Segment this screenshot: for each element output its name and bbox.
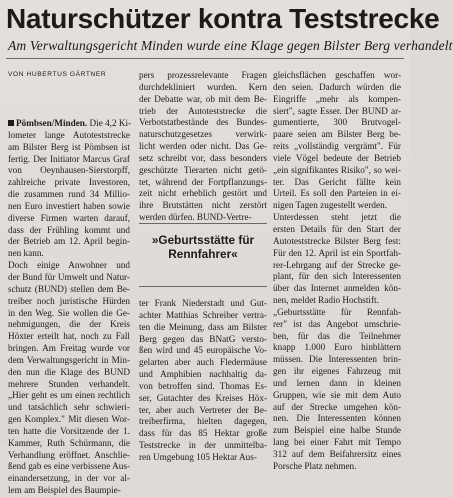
text-line: ter, aber auch Vertreter der Be- bbox=[139, 404, 267, 415]
text-line: nehmigungen, die der Kreis bbox=[8, 319, 130, 330]
text-line: dass für das 85 Hektar große bbox=[139, 428, 267, 439]
text-line: zum Beispiel eine halbe Stunde bbox=[273, 425, 401, 436]
text-line: Doch einige Anwohner und bbox=[8, 260, 130, 271]
text-line: Eingriffe „mehr als kompen- bbox=[273, 93, 401, 104]
text-line: tet, während der Fortpflanzungs- bbox=[139, 176, 267, 187]
headline: Naturschützer kontra Teststrecke bbox=[6, 3, 440, 34]
text-line: gumentierte, 300 Brutvogel- bbox=[273, 117, 401, 128]
text-line: paare seien am Bilster Berg be- bbox=[273, 129, 401, 140]
text-line: Höxter erteilt hat, noch zu Fall bbox=[8, 331, 130, 342]
text-line: von Oeynhausen-Sierstorpff, bbox=[8, 165, 130, 176]
text-line: ren Umgebung 105 Hektar Aus- bbox=[139, 451, 257, 462]
text-line: Verhandlung eröffnet. Anschlie- bbox=[8, 449, 130, 460]
text-line: ser, Gutachter des Kreises Höx- bbox=[139, 392, 267, 403]
text-line: 312 auf dem Beifahrersitz eines bbox=[273, 449, 401, 459]
text-line: der Bund für Umwelt und Natur- bbox=[8, 271, 130, 282]
text-line: den nun die Klage des BUND bbox=[8, 366, 130, 377]
text-line: durchdekliniert wurden. Kern bbox=[139, 81, 267, 92]
text-line: ten hatte die Vorsitzende der 1. bbox=[8, 425, 130, 436]
article-column-1 bbox=[8, 118, 130, 497]
text-line: und lernen dann in kleinen bbox=[273, 377, 401, 388]
text-line: ßend gab es eine verbissene Aus- bbox=[8, 461, 130, 472]
text-line: lang bei einer Fahrt mit Tempo bbox=[273, 437, 401, 448]
text-line: einandersetzung, in der vor al- bbox=[8, 473, 130, 484]
text-line: dem Verwaltungsgericht in Min- bbox=[8, 354, 130, 365]
text-line: ter Frank Niederstadt und Gut- bbox=[139, 298, 267, 308]
subheadline: Am Verwaltungsgericht Minden wurde eine Klage gegen Bilster Berg verhandelt bbox=[8, 38, 453, 53]
text-line: mehrere Stunden verhandelt. bbox=[8, 378, 130, 389]
text-line: Pömbsen/Minden. Die 4,2 Ki- bbox=[8, 118, 130, 130]
text-line: achter Matthias Schreiber vertra- bbox=[139, 309, 267, 320]
text-line: nen, meldet Radio Hochstift. bbox=[273, 295, 379, 306]
text-line: gen ihr eigenes Fahrzeug mit bbox=[273, 366, 401, 377]
text-line: ben, für das die Teilnehmer bbox=[273, 330, 401, 341]
text-line: gelarten aber auch Fledermäuse bbox=[139, 357, 267, 368]
byline: VON HUBERTUS GÄRTNER bbox=[8, 71, 107, 78]
text-line: ter. Das Gericht fällte kein bbox=[273, 176, 401, 187]
text-line: treiber noch juristische Hürden bbox=[8, 295, 130, 306]
text-line: „Hier geht es um einen rechtlich bbox=[8, 390, 130, 401]
text-line: schutz (BUND) stellen dem Be- bbox=[8, 283, 130, 294]
bullet-square-icon bbox=[8, 120, 14, 126]
text-line: setz schreibt vor, dass besonders bbox=[139, 152, 267, 163]
text-line: Urteil. Es soll den Parteien in ei- bbox=[273, 188, 401, 199]
text-line: Verbotstatbestände des Bundes- bbox=[139, 117, 267, 128]
text-line: zeit nicht erheblich gestört und bbox=[139, 188, 267, 199]
text-line: lem am Beispiel des Baumpie- bbox=[8, 485, 121, 496]
text-line: Kammer, Ruth Schürmann, die bbox=[8, 437, 130, 448]
text-line: nen. Die Interessenten können bbox=[273, 413, 401, 424]
text-line: gen Komplex." Mit diesen Wor- bbox=[8, 414, 130, 425]
text-line: ßen wird und 45 europäische Vo- bbox=[139, 345, 267, 356]
text-line: lometer lange Autoteststrecke bbox=[8, 129, 130, 140]
pull-quote-line-2: Rennfahrer« bbox=[168, 247, 238, 261]
text-line: ten die Meinung, dass am Bilster bbox=[139, 321, 267, 332]
text-line: rer" ist das Angebot umschrie- bbox=[273, 318, 401, 329]
text-line: plant, für den sich Interessenten bbox=[273, 271, 401, 282]
text-line: gleichsflächen geschaffen wor- bbox=[273, 70, 401, 80]
text-line: Unterdessen steht jetzt die bbox=[273, 212, 401, 223]
text-line: Autoteststrecke Bilster Berg fest: bbox=[273, 235, 401, 246]
text-line: trieb der Autoteststrecke die bbox=[139, 105, 267, 116]
text-line: pers prozessrelevante Fragen bbox=[139, 70, 267, 80]
text-line: rer-Lehrgang auf der Strecke ge- bbox=[273, 259, 401, 270]
text-line: Gruppen, wie sie mit dem Auto bbox=[273, 389, 401, 400]
article-column-2 bbox=[139, 70, 267, 224]
text-line: licht werden oder nicht. Das Ge- bbox=[139, 141, 267, 152]
text-line: der Debatte war, ob mit dem Be- bbox=[139, 93, 267, 104]
text-line: knapp 1.000 Euro hinblättern bbox=[273, 342, 401, 353]
text-line: und tatsächlich sehr schwieri- bbox=[8, 402, 130, 413]
text-line: geschützte Tierarten nicht getö- bbox=[139, 164, 267, 175]
text-line: auf der Strecke umgehen kön- bbox=[273, 401, 401, 412]
text-line: ihre Brutstätten nicht zerstört bbox=[139, 200, 267, 211]
text-line: von betroffen sind. Thomas Es- bbox=[139, 380, 267, 391]
text-line: ersten Details für den Start der bbox=[273, 223, 401, 234]
text-line: Für den 12. April ist ein Sportfah- bbox=[273, 247, 401, 258]
text-line: diverse Firmen warten darauf, bbox=[8, 212, 130, 223]
text-line: müssen. Die Interessenten brin- bbox=[273, 354, 401, 365]
header-divider bbox=[6, 58, 404, 59]
pull-quote-line-1: »Geburtsstätte für bbox=[151, 233, 255, 247]
text-line: bringen. Am Freitag wurde vor bbox=[8, 343, 130, 354]
text-line: Berg gegen das BNatG versto- bbox=[139, 333, 267, 344]
text-line: werden dürfen. BUND-Vertre- bbox=[139, 212, 252, 223]
text-line: treiberfirma, hielten dagegen, bbox=[139, 416, 267, 427]
text-line: am Bilster Berg ist Pömbsen ist bbox=[8, 141, 130, 152]
text-line: naturschutzgesetzes verwirk- bbox=[139, 129, 267, 140]
text-line: Porsche Platz nehmen. bbox=[273, 460, 357, 471]
pull-quote bbox=[139, 223, 267, 287]
text-line: zahlreiche private Investoren, bbox=[8, 177, 130, 188]
text-line: in den Weg. Sie wollen die Ge- bbox=[8, 307, 130, 318]
text-line: siert", sagte Esser. Der BUND ar- bbox=[273, 105, 401, 116]
text-line: viele Vögel bedeute der Betrieb bbox=[273, 152, 401, 163]
text-line: „Geburtsstätte für Rennfah- bbox=[273, 306, 401, 317]
text-line: Teststrecke in der unmittelba- bbox=[139, 440, 267, 451]
article-column-2-continued bbox=[139, 298, 267, 464]
text-line: und Amphibien nachhaltig da- bbox=[139, 369, 267, 380]
text-line: nen Euro investiert haben sowie bbox=[8, 200, 130, 211]
text-line: über das Internet anmelden kön- bbox=[273, 283, 401, 294]
text-line: die zusammen rund 34 Millio- bbox=[8, 189, 130, 200]
article-column-3 bbox=[273, 70, 401, 473]
text-line: nigen Tagen zugestellt werden. bbox=[273, 200, 387, 211]
text-line: den seien. Dadurch würden die bbox=[273, 81, 401, 92]
text-line: nen kann. bbox=[8, 248, 44, 259]
text-line: fertig. Der Initiator Marcus Graf bbox=[8, 153, 130, 164]
text-line: der Betrieb am 12. April begin- bbox=[8, 236, 130, 247]
text-line: dass der Frühling kommt und bbox=[8, 224, 130, 235]
text-line: „ein signifikantes Risiko", so wei- bbox=[273, 164, 401, 175]
text-line: reits „vollständig vergrämt". Für bbox=[273, 141, 401, 152]
